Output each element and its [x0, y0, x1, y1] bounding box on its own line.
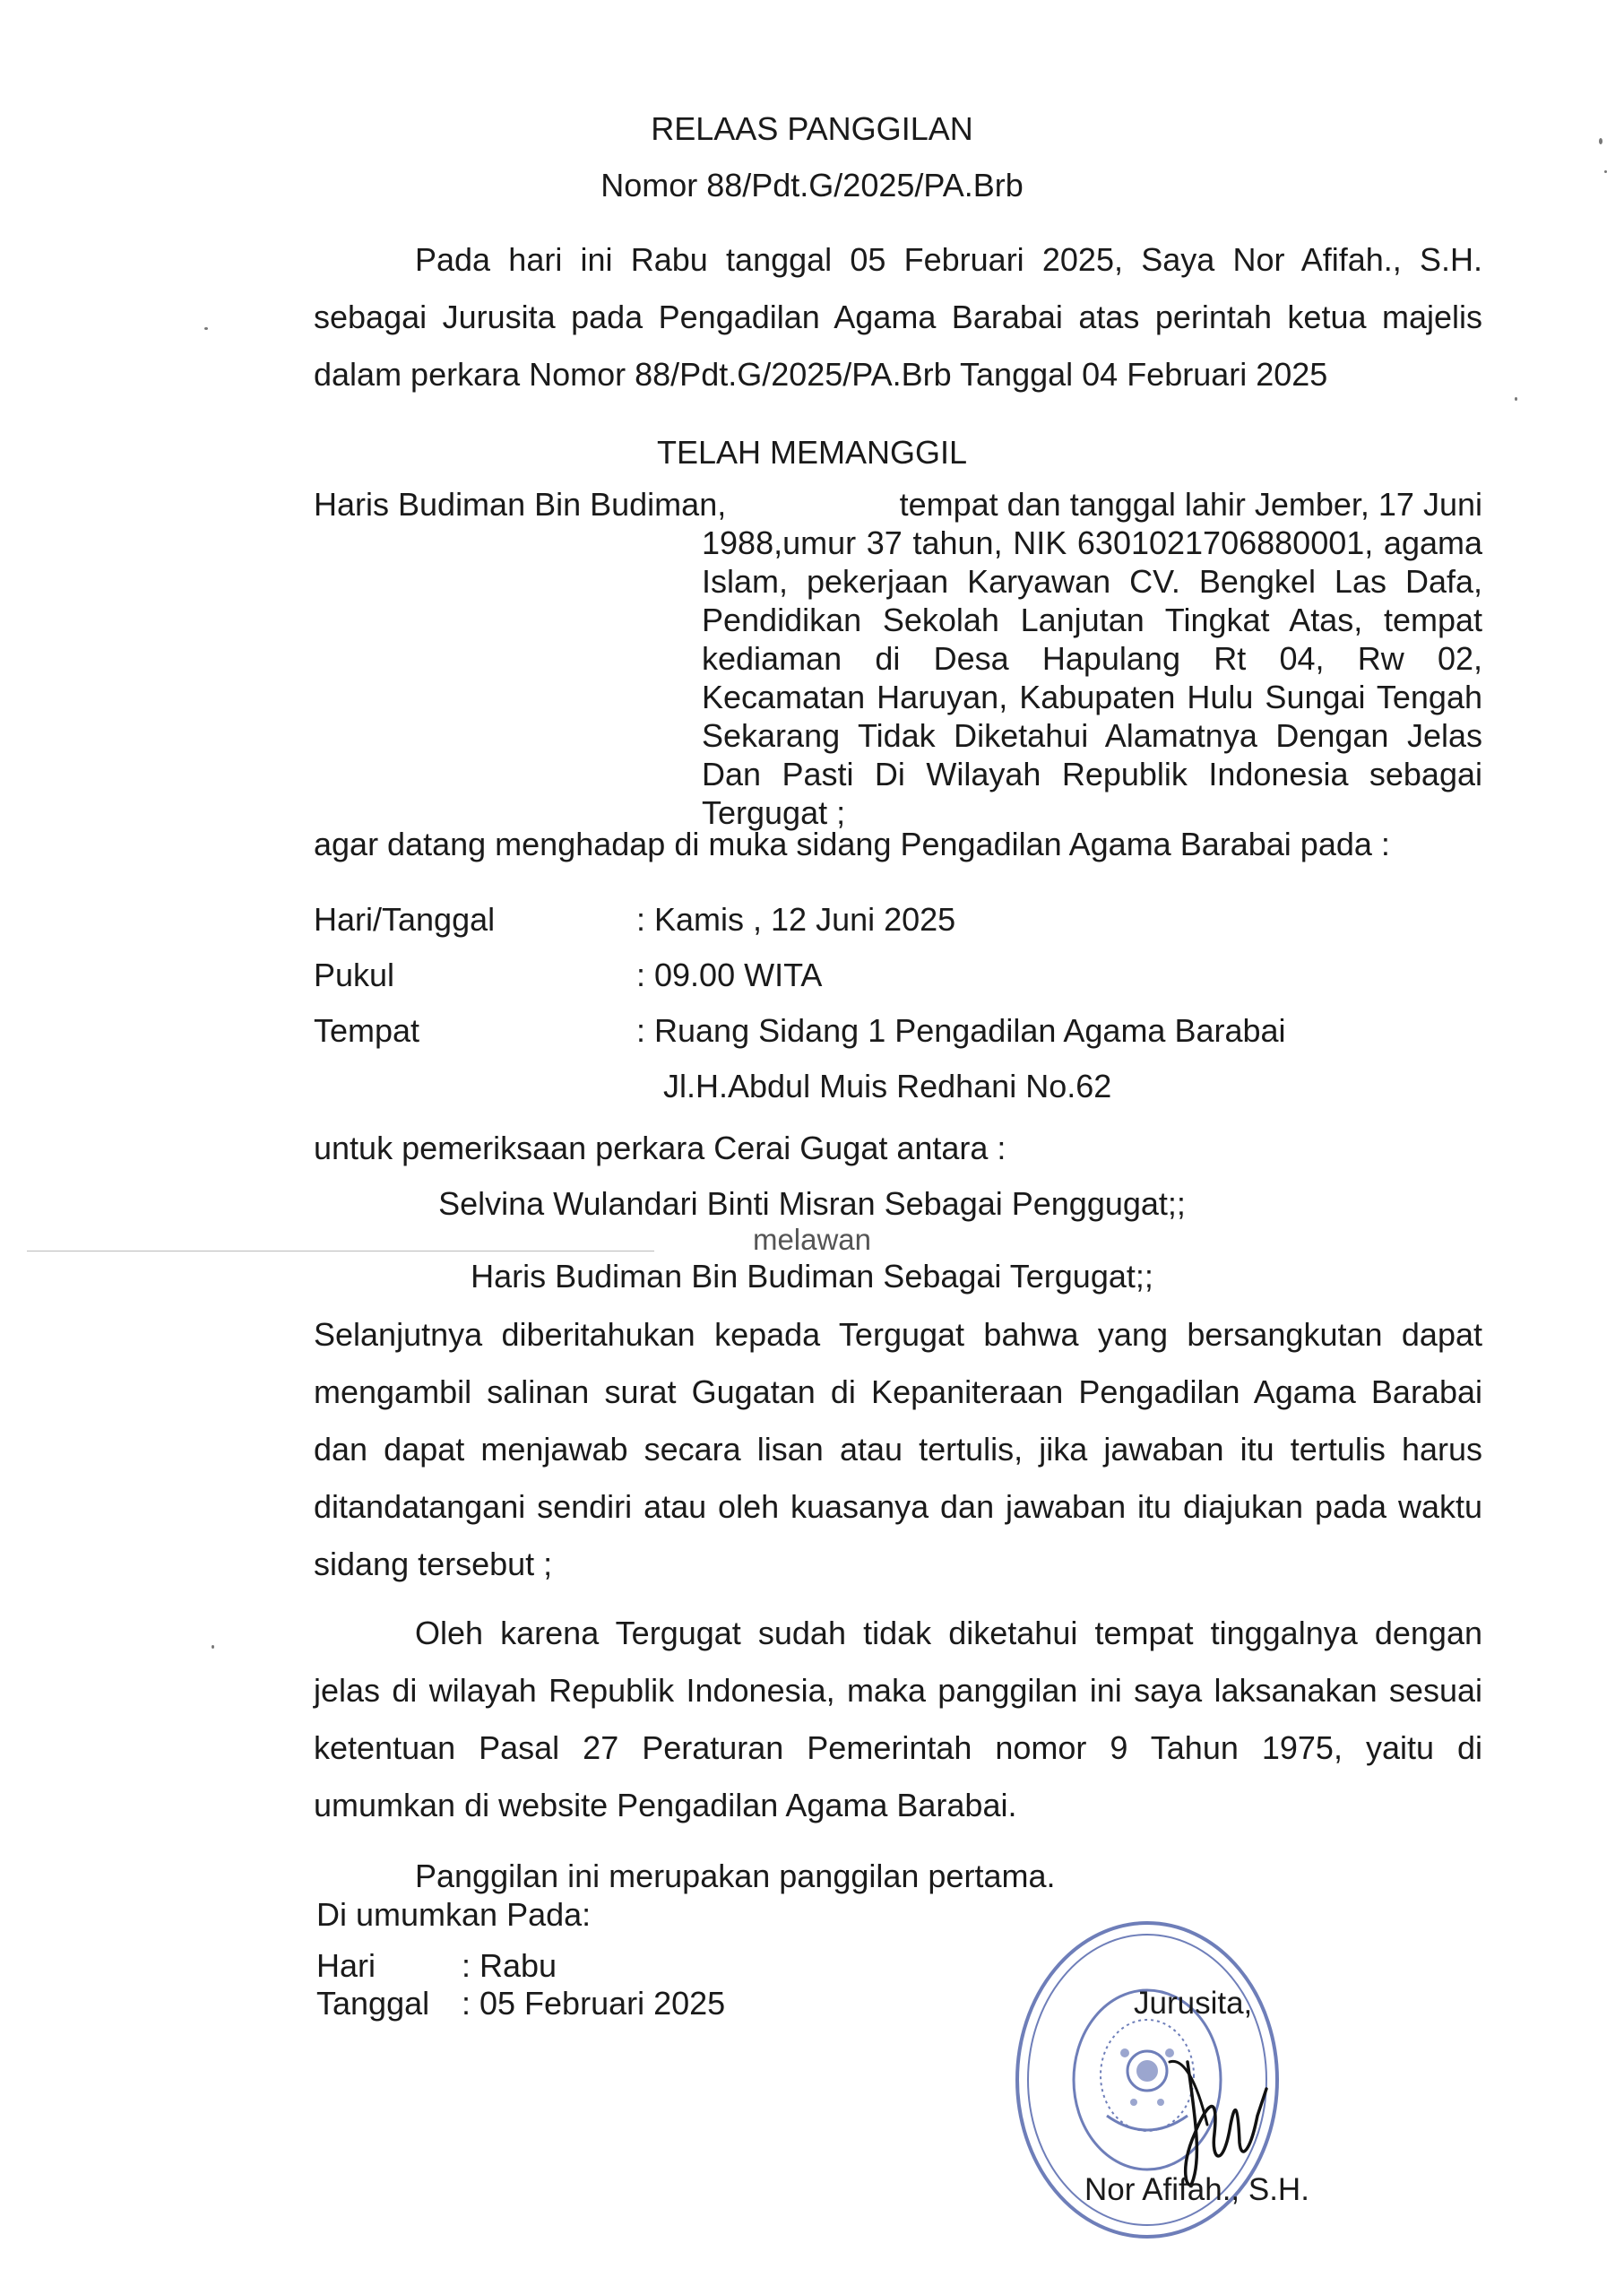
summons-line: agar datang menghadap di muka sidang Pengadilan Agama Barabai pada : [314, 826, 1390, 862]
schedule-label: Pukul [314, 957, 395, 993]
court-address: Jl.H.Abdul Muis Redhani No.62 [663, 1068, 1112, 1104]
announcement-row [316, 1985, 725, 2022]
schedule-row [314, 1059, 1286, 1114]
party-details: 1988,umur 37 tahun, NIK 6301021706880001, agama Islam, pekerjaan Karyawan CV. Bengkel Las Dafa, Pendidikan Sekolah Lanjutan Tingkat Atas, tempat kediaman di Desa Hapulang Rt 04, Rw 02, Kecamatan Haruyan, Kabupaten Hulu Sungai Tengah Sekarang Tidak Diketahui Alamatnya Dengan Jelas Dan Pasti Di Wilayah Republik Indonesia sebagai Tergugat ; [702, 524, 1482, 831]
defendant-line: Haris Budiman Bin Budiman Sebagai Tergugat;; [471, 1258, 1153, 1295]
document-title: RELAAS PANGGILAN [651, 110, 973, 147]
signer-name: Nor Afifah., S.H. [1084, 2172, 1309, 2207]
party-name: Haris Budiman Bin Budiman, [314, 486, 727, 523]
opening-paragraph: Pada hari ini Rabu tanggal 05 Februari 2025, Saya Nor Afifah., S.H. sebagai Jurusita pada Pengadilan Agama Barabai atas perintah ketua majelis dalam perkara Nomor 88/Pdt.G/2025/PA.Brb Tanggal 04 Februari 2025 [314, 241, 1482, 393]
announcement-row [316, 1947, 725, 1985]
schedule-label: Tempat [314, 1012, 420, 1049]
announcement-value: : Rabu [462, 1947, 557, 1984]
reason-paragraph: Oleh karena Tergugat sudah tidak diketahui tempat tinggalnya dengan jelas di wilayah Republik Indonesia, maka panggilan ini saya laksanakan sesuai ketentuan Pasal 27 Peraturan Pemerintah nomor 9 Tahun 1975, yaitu di umumkan di website Pengadilan Agama Barabai. [314, 1615, 1482, 1823]
scan-speck [1515, 397, 1517, 401]
case-line: untuk pemeriksaan perkara Cerai Gugat antara : [314, 1130, 1006, 1166]
schedule-table [314, 892, 1286, 1114]
announced-label: Di umumkan Pada: [316, 1896, 592, 1933]
called-heading: TELAH MEMANGGIL [656, 434, 968, 471]
schedule-value: : 09.00 WITA [636, 957, 823, 993]
schedule-value: : Kamis , 12 Juni 2025 [636, 901, 956, 938]
schedule-label: Hari/Tanggal [314, 901, 496, 938]
announcement-value: : 05 Februari 2025 [462, 1985, 726, 2022]
schedule-row [314, 1003, 1286, 1059]
schedule-row [314, 892, 1286, 948]
schedule-row [314, 948, 1286, 1003]
party-first-line [314, 485, 1482, 524]
versus-label: melawan [752, 1223, 872, 1256]
party-birth: tempat dan tanggal lahir Jember, 17 Juni [899, 486, 1482, 523]
announcement-label: Hari [316, 1947, 376, 1984]
announcement-label: Tanggal [316, 1985, 430, 2022]
scan-speck [212, 1645, 214, 1649]
first-call-line: Panggilan ini merupakan panggilan pertama. [415, 1858, 1056, 1894]
announcement-table [316, 1947, 725, 2022]
signer-title: Jurusita, [1134, 1986, 1253, 2021]
case-number: Nomor 88/Pdt.G/2025/PA.Brb [600, 167, 1024, 204]
plaintiff-line: Selvina Wulandari Binti Misran Sebagai Penggugat;; [438, 1185, 1186, 1222]
scan-speck [204, 327, 208, 330]
schedule-value: : Ruang Sidang 1 Pengadilan Agama Barabai [636, 1012, 1286, 1049]
notice-paragraph: Selanjutnya diberitahukan kepada Tergugat bahwa yang bersangkutan dapat mengambil salinan surat Gugatan di Kepaniteraan Pengadilan Agama Barabai dan dapat menjawab secara lisan atau tertulis, jika jawaban itu tertulis harus ditandatangani sendiri atau oleh kuasanya dan jawaban itu diajukan pada waktu sidang tersebut ; [314, 1316, 1482, 1582]
